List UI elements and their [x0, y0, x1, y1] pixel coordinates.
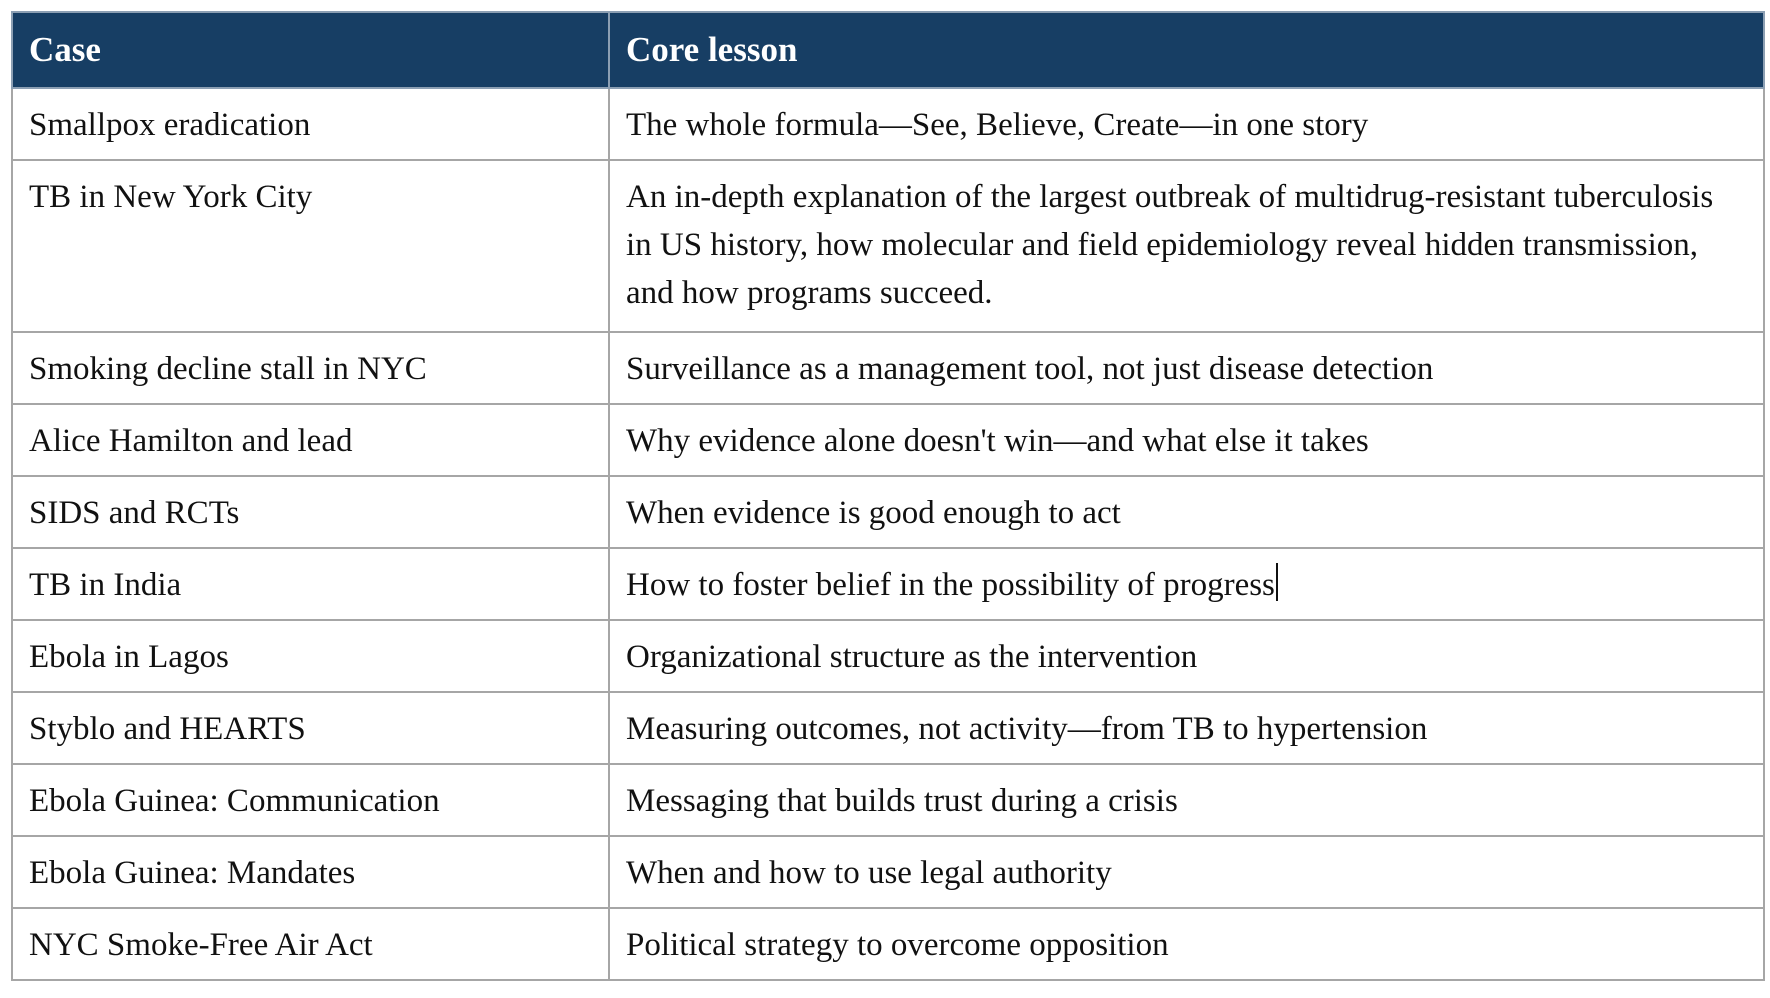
header-core-lesson: Core lesson — [609, 12, 1764, 88]
case-cell[interactable]: Smoking decline stall in NYC — [12, 332, 609, 404]
case-cell[interactable]: Alice Hamilton and lead — [12, 404, 609, 476]
table-row — [12, 692, 1764, 764]
table-row — [12, 908, 1764, 980]
lesson-cell[interactable]: Organizational structure as the intervention — [609, 620, 1764, 692]
lesson-text: How to foster belief in the possibility of progress — [626, 567, 1275, 603]
table-row — [12, 404, 1764, 476]
case-cell[interactable]: TB in India — [12, 548, 609, 620]
table-row — [12, 88, 1764, 160]
lesson-cell[interactable]: Political strategy to overcome opposition — [609, 908, 1764, 980]
lesson-cell[interactable]: Measuring outcomes, not activity—from TB to hypertension — [609, 692, 1764, 764]
lesson-cell[interactable] — [609, 548, 1764, 620]
table-row — [12, 548, 1764, 620]
table-header-row — [12, 12, 1764, 88]
lesson-cell[interactable]: When evidence is good enough to act — [609, 476, 1764, 548]
case-cell[interactable]: Ebola Guinea: Mandates — [12, 836, 609, 908]
case-cell[interactable]: TB in New York City — [12, 160, 609, 332]
lesson-cell[interactable]: An in-depth explanation of the largest outbreak of multidrug-resistant tuberculosis in US history, how molecular and field epidemiology reveal hidden transmission, and how programs succeed. — [609, 160, 1764, 332]
lesson-cell[interactable]: When and how to use legal authority — [609, 836, 1764, 908]
lesson-cell[interactable]: Messaging that builds trust during a crisis — [609, 764, 1764, 836]
header-case: Case — [12, 12, 609, 88]
table-row — [12, 836, 1764, 908]
case-cell[interactable]: SIDS and RCTs — [12, 476, 609, 548]
table-row — [12, 476, 1764, 548]
case-lesson-table — [11, 11, 1765, 981]
table-row — [12, 620, 1764, 692]
case-cell[interactable]: Ebola Guinea: Communication — [12, 764, 609, 836]
table-row — [12, 160, 1764, 332]
case-cell[interactable]: Ebola in Lagos — [12, 620, 609, 692]
case-cell[interactable]: Styblo and HEARTS — [12, 692, 609, 764]
case-cell[interactable]: Smallpox eradication — [12, 88, 609, 160]
text-cursor — [1276, 563, 1278, 601]
lesson-cell[interactable]: Why evidence alone doesn't win—and what else it takes — [609, 404, 1764, 476]
case-cell[interactable]: NYC Smoke-Free Air Act — [12, 908, 609, 980]
table-row — [12, 764, 1764, 836]
table-row — [12, 332, 1764, 404]
lesson-cell[interactable]: Surveillance as a management tool, not just disease detection — [609, 332, 1764, 404]
document-table-container — [11, 11, 1763, 981]
lesson-cell[interactable]: The whole formula—See, Believe, Create—in one story — [609, 88, 1764, 160]
